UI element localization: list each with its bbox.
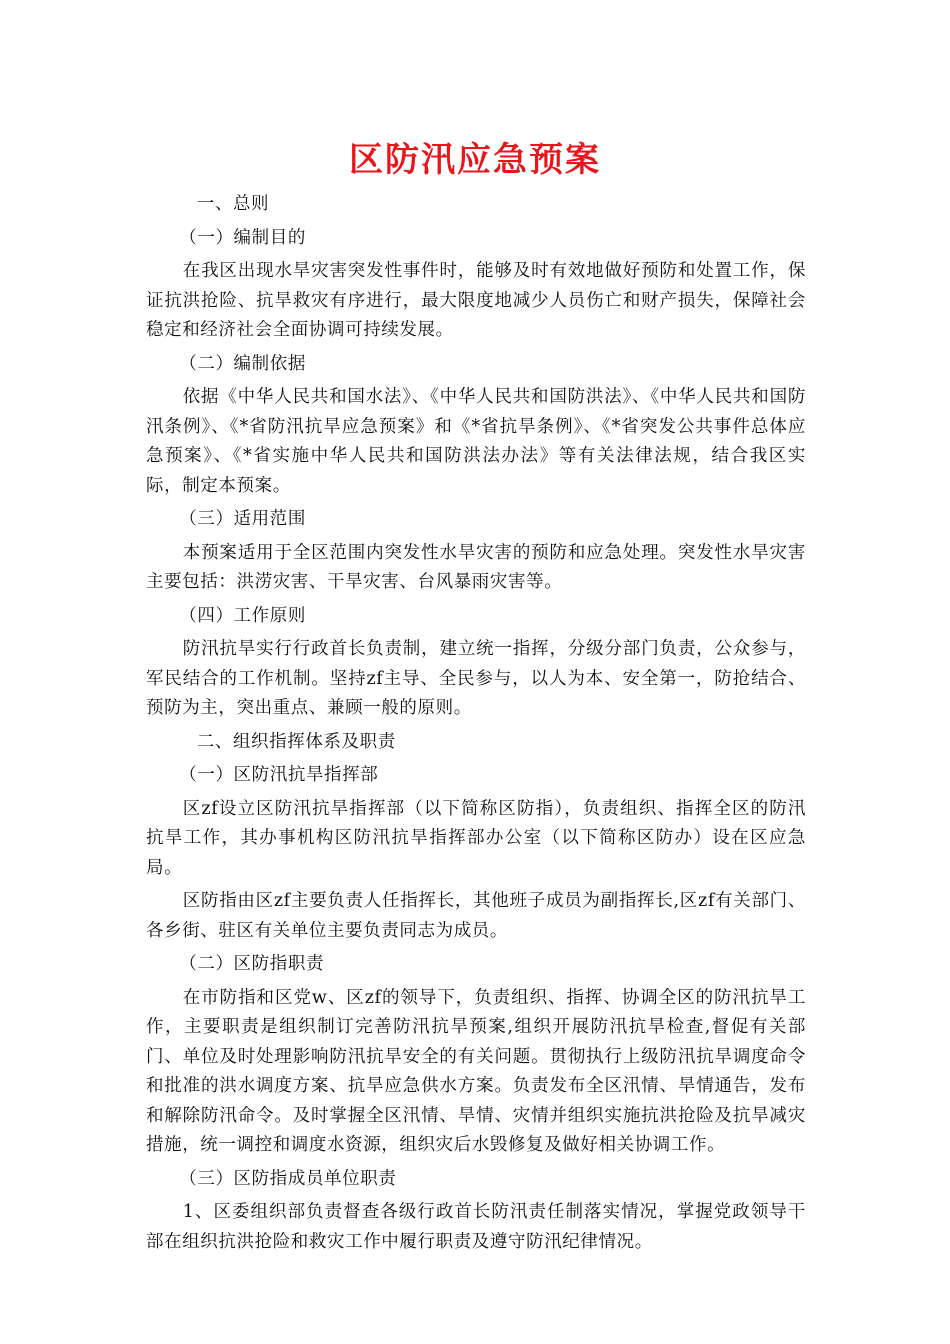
paragraph-principles: 防汛抗旱实行行政首长负责制，建立统一指挥，分级分部门负责，公众参与，军民结合的工作机制。坚持zf主导、全民参与，以人为本、安全第一，防抢结合、预防为主，突出重点、兼顾一般的原则。: [146, 639, 806, 718]
paragraph-member-duties-1: 1、区委组织部负责督查各级行政首长防汛责任制落实情况，掌握党政领导干部在组织抗洪抢险和救灾工作中履行职责及遵守防汛纪律情况。: [146, 1202, 806, 1252]
subsection-heading-basis: （二）编制依据: [179, 353, 306, 374]
subsection-heading-scope: （三）适用范围: [179, 509, 306, 529]
subsection-heading-purpose: （一）编制目的: [179, 227, 306, 248]
document-title: 区防汛应急预案: [349, 140, 601, 180]
paragraph-headquarters-members: 区防指由区zf主要负责人任指挥长，其他班子成员为副指挥长,区zf有关部门、各乡街、驻区有关单位主要负责同志为成员。: [146, 891, 806, 941]
subsection-heading-principles: （四）工作原则: [179, 605, 306, 626]
paragraph-scope: 本预案适用于全区范围内突发性水旱灾害的预防和应急处理。突发性水旱灾害主要包括：洪涝灾害、干旱灾害、台风暴雨灾害等。: [146, 542, 806, 592]
section-heading-organization: 二、组织指挥体系及职责: [196, 731, 396, 752]
section-heading-general: 一、总则: [196, 194, 270, 214]
subsection-heading-member-duties: （三）区防指成员单位职责: [179, 1168, 397, 1189]
subsection-heading-duties: （二）区防指职责: [179, 954, 325, 974]
paragraph-headquarters: 区zf设立区防汛抗旱指挥部（以下简称区防指），负责组织、指挥全区的防汛抗旱工作，其办事机构区防汛抗旱指挥部办公室（以下简称区防办）设在区应急局。: [146, 798, 806, 878]
document-body: [146, 190, 806, 1261]
paragraph-basis: 依据《中华人民共和国水法》、《中华人民共和国防洪法》、《中华人民共和国防汛条例》、《*省防汛抗旱应急预案》和《*省抗旱条例》、《*省突发公共事件总体应急预案》、《*省实施中华人民共和国防洪法办法》等有关法律法规，结合我区实际，制定本预案。: [146, 387, 806, 496]
paragraph-purpose: 在我区出现水旱灾害突发性事件时，能够及时有效地做好预防和处置工作，保证抗洪抢险、抗旱救灾有序进行，最大限度地减少人员伤亡和财产损失，保障社会稳定和经济社会全面协调可持续发展。: [146, 261, 806, 340]
subsection-heading-headquarters: （一）区防汛抗旱指挥部: [179, 765, 379, 785]
paragraph-duties: 在市防指和区党w、区zf的领导下，负责组织、指挥、协调全区的防汛抗旱工作，主要职责是组织制订完善防汛抗旱预案,组织开展防汛抗旱检查,督促有关部门、单位及时处理影响防汛抗旱安全的有关问题。贯彻执行上级防汛抗旱调度命令和批准的洪水调度方案、抗旱应急供水方案。负责发布全区汛情、旱情通告，发布和解除防汛命令。及时掌握全区汛情、旱情、灾情并组织实施抗洪抢险及抗旱减灾措施，统一调控和调度水资源，组织灾后水毁修复及做好相关协调工作。: [146, 987, 806, 1155]
